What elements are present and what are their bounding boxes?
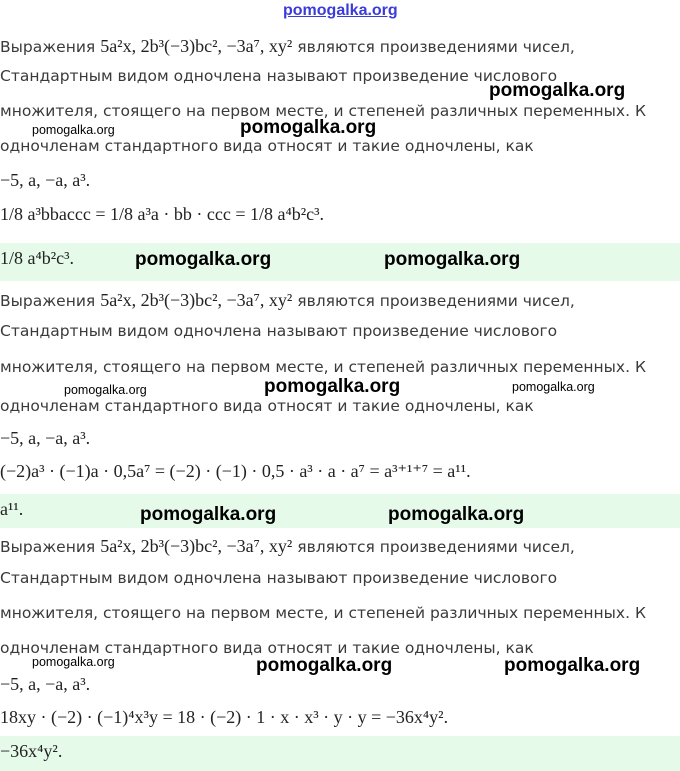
intro-lead: Выражения	[0, 292, 96, 310]
definition-line: множителя, стоящего на первом месте, и степеней различных переменных. К	[0, 358, 646, 376]
intro-tail: являются произведениями чисел,	[297, 38, 575, 56]
answer-line: 1/8 a⁴b²c³.	[0, 248, 75, 268]
watermark: pomogalka.org	[64, 383, 147, 397]
intro-lead: Выражения	[0, 538, 96, 556]
answer-highlight	[0, 736, 680, 771]
work-line: 1/8 a³bbaccc = 1/8 a³a · bb · ccc = 1/8 a⁴b²c³.	[0, 204, 325, 224]
answer-highlight	[0, 494, 680, 528]
work-line: (−2)a³ · (−1)a · 0,5a⁷ = (−2) · (−1) · 0,5 · a³ · a · a⁷ = a³⁺¹⁺⁷ = a¹¹.	[0, 461, 471, 481]
examples-line: −5, a, −a, a³.	[0, 170, 91, 190]
definition-line: одночленам стандартного вида относят и такие одночлены, как	[0, 397, 534, 415]
watermark: pomogalka.org	[32, 655, 115, 669]
watermark: pomogalka.org	[264, 376, 401, 397]
watermark: pomogalka.org	[135, 249, 272, 270]
definition-line: Стандартным видом одночлена называют произведение числового	[0, 322, 558, 340]
definition-line: одночленам стандартного вида относят и такие одночлены, как	[0, 639, 534, 657]
definition-line: множителя, стоящего на первом месте, и степеней различных переменных. К	[0, 604, 646, 622]
watermark: pomogalka.org	[388, 504, 525, 525]
definition-line: Стандартным видом одночлена называют произведение числового	[0, 569, 558, 587]
answer-highlight	[0, 243, 680, 281]
answer-line: −36x⁴y².	[0, 741, 63, 761]
definition-line: одночленам стандартного вида относят и такие одночлены, как	[0, 137, 534, 155]
intro-math: 5a²x, 2b³(−3)bc², −3a⁷, xy²	[100, 290, 293, 310]
intro-line	[0, 290, 575, 311]
watermark: pomogalka.org	[489, 80, 626, 101]
intro-math: 5a²x, 2b³(−3)bc², −3a⁷, xy²	[100, 536, 293, 556]
definition-line: Стандартным видом одночлена называют произведение числового	[0, 67, 558, 85]
examples-line: −5, a, −a, a³.	[0, 428, 91, 448]
intro-tail: являются произведениями чисел,	[297, 292, 575, 310]
watermark: pomogalka.org	[504, 655, 641, 676]
intro-line	[0, 36, 575, 57]
watermark: pomogalka.org	[256, 655, 393, 676]
intro-math: 5a²x, 2b³(−3)bc², −3a⁷, xy²	[100, 36, 293, 56]
watermark: pomogalka.org	[140, 504, 277, 525]
watermark: pomogalka.org	[512, 380, 595, 394]
intro-line	[0, 536, 575, 557]
watermark: pomogalka.org	[32, 123, 115, 137]
intro-tail: являются произведениями чисел,	[297, 538, 575, 556]
examples-line: −5, a, −a, a³.	[0, 674, 91, 694]
work-line: 18xy · (−2) · (−1)⁴x³y = 18 · (−2) · 1 · x · x³ · y · y = −36x⁴y².	[0, 707, 449, 727]
intro-lead: Выражения	[0, 38, 96, 56]
watermark: pomogalka.org	[240, 117, 377, 138]
definition-line: множителя, стоящего на первом месте, и степеней различных переменных. К	[0, 102, 646, 120]
watermark-top[interactable]: pomogalka.org	[283, 2, 398, 19]
answer-line: a¹¹.	[0, 499, 24, 519]
watermark: pomogalka.org	[384, 249, 521, 270]
